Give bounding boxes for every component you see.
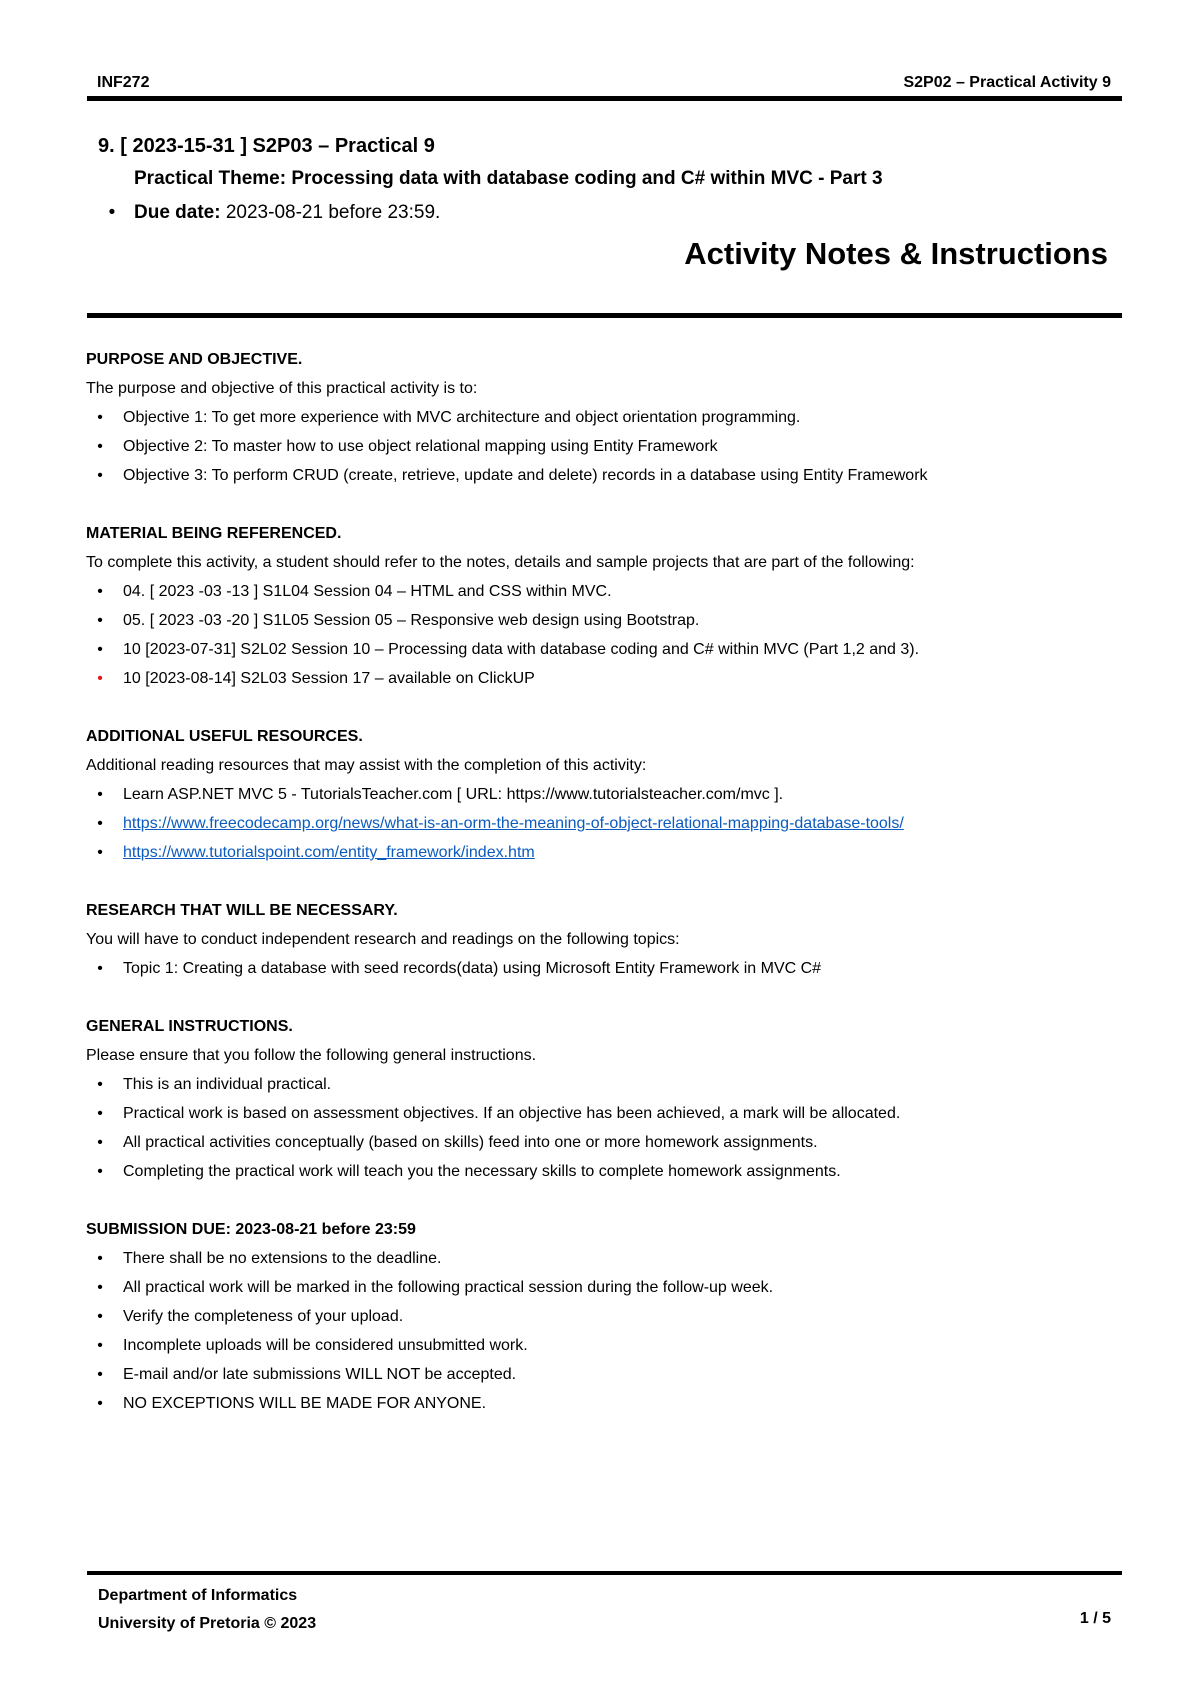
freecodecamp-link[interactable]: https://www.freecodecamp.org/news/what-is-an-orm-the-meaning-of-object-relational-mapping-database-tools/ <box>123 815 904 832</box>
bullet-icon: • <box>108 202 116 223</box>
resources-section <box>86 723 1116 867</box>
general-section <box>86 1013 1116 1186</box>
list-item: • Completing the practical work will teach you the necessary skills to complete homework assignments. <box>86 1157 1116 1186</box>
section-title: ADDITIONAL USEFUL RESOURCES. <box>86 728 363 745</box>
bullet-icon: • <box>97 1076 103 1093</box>
section-intro: The purpose and objective of this practical activity is to: <box>86 380 478 397</box>
list-item: • Practical work is based on assessment objectives. If an objective has been achieved, a mark will be allocated. <box>86 1099 1116 1128</box>
page-number: 1 / 5 <box>1079 1610 1111 1627</box>
section-intro: Additional reading resources that may assist with the completion of this activity: <box>86 757 647 774</box>
section-intro: You will have to conduct independent research and readings on the following topics: <box>86 931 680 948</box>
page-footer <box>98 1582 1111 1638</box>
university-copyright: University of Pretoria © 2023 <box>98 1615 317 1632</box>
section-title: MATERIAL BEING REFERENCED. <box>86 525 342 542</box>
bullet-icon: • <box>97 641 103 658</box>
bullet-icon: • <box>97 1366 103 1383</box>
activity-reference: S2P02 – Practical Activity 9 <box>903 74 1111 91</box>
bullet-icon: • <box>97 1395 103 1412</box>
tutorialspoint-link[interactable]: https://www.tutorialspoint.com/entity_framework/index.htm <box>123 844 535 861</box>
list-item: • There shall be no extensions to the deadline. <box>86 1244 1116 1273</box>
list-item: • Learn ASP.NET MVC 5 - TutorialsTeacher.com [ URL: https://www.tutorialsteacher.com/mvc ]. <box>86 780 1116 809</box>
list-item: • Objective 2: To master how to use object relational mapping using Entity Framework <box>86 432 1116 461</box>
title-block <box>98 130 1118 230</box>
bullet-icon: • <box>97 844 103 861</box>
section-title: GENERAL INSTRUCTIONS. <box>86 1018 293 1035</box>
bullet-icon: • <box>97 1105 103 1122</box>
submission-section <box>86 1216 1116 1418</box>
list-item: • Topic 1: Creating a database with seed records(data) using Microsoft Entity Framework in MVC C# <box>86 954 1116 983</box>
list-item: • 10 [2023-08-14] S2L03 Session 17 – available on ClickUP <box>86 664 1116 693</box>
purpose-section <box>86 346 1116 490</box>
list-item: • 10 [2023-07-31] S2L02 Session 10 – Processing data with database coding and C# within MVC (Part 1,2 and 3). <box>86 635 1116 664</box>
bullet-icon: • <box>97 815 103 832</box>
list-item: • NO EXCEPTIONS WILL BE MADE FOR ANYONE. <box>86 1389 1116 1418</box>
bullet-icon: • <box>97 1308 103 1325</box>
list-item: • 05. [ 2023 -03 -20 ] S1L05 Session 05 – Responsive web design using Bootstrap. <box>86 606 1116 635</box>
bullet-icon: • <box>97 1250 103 1267</box>
bullet-icon: • <box>97 786 103 803</box>
research-section <box>86 897 1116 983</box>
list-item: • This is an individual practical. <box>86 1070 1116 1099</box>
document-body <box>86 346 1116 1448</box>
bullet-icon: • <box>97 438 103 455</box>
list-item: • Objective 3: To perform CRUD (create, retrieve, update and delete) records in a database using Entity Framework <box>86 461 1116 490</box>
section-intro: Please ensure that you follow the following general instructions. <box>86 1047 537 1064</box>
header-rule <box>87 96 1122 101</box>
practical-title: 9. [ 2023-15-31 ] S2P03 – Practical 9 <box>98 135 435 157</box>
section-title: SUBMISSION DUE: 2023-08-21 before 23:59 <box>86 1221 416 1238</box>
bullet-icon: • <box>97 1279 103 1296</box>
footer-rule <box>87 1571 1122 1575</box>
bullet-icon: • <box>97 1163 103 1180</box>
page-header <box>97 74 1111 98</box>
bullet-icon: • <box>97 409 103 426</box>
due-date-label: Due date: <box>134 202 221 223</box>
bullet-icon: • <box>97 467 103 484</box>
list-item: • Verify the completeness of your upload. <box>86 1302 1116 1331</box>
bullet-icon: • <box>97 1134 103 1151</box>
list-item: • Objective 1: To get more experience with MVC architecture and object orientation programming. <box>86 403 1116 432</box>
list-item: • Incomplete uploads will be considered unsubmitted work. <box>86 1331 1116 1360</box>
due-date-value: 2023-08-21 before 23:59. <box>220 202 441 223</box>
list-item: • All practical activities conceptually (based on skills) feed into one or more homework assignments. <box>86 1128 1116 1157</box>
section-title: RESEARCH THAT WILL BE NECESSARY. <box>86 902 398 919</box>
list-item <box>86 809 1116 838</box>
practical-theme: Practical Theme: Processing data with database coding and C# within MVC - Part 3 <box>134 168 883 189</box>
bullet-icon: • <box>97 1337 103 1354</box>
list-item <box>86 838 1116 867</box>
section-rule <box>87 313 1122 318</box>
due-date <box>98 196 1118 230</box>
bullet-icon: • <box>97 612 103 629</box>
section-intro: To complete this activity, a student should refer to the notes, details and sample projects that are part of the following: <box>86 554 915 571</box>
red-bullet-icon: • <box>97 670 103 687</box>
list-item: • 04. [ 2023 -03 -13 ] S1L04 Session 04 – HTML and CSS within MVC. <box>86 577 1116 606</box>
course-code: INF272 <box>97 74 150 91</box>
department-name: Department of Informatics <box>98 1587 298 1604</box>
page-heading: Activity Notes & Instructions <box>684 236 1108 271</box>
material-section <box>86 520 1116 693</box>
list-item: • All practical work will be marked in the following practical session during the follow-up week. <box>86 1273 1116 1302</box>
list-item: • E-mail and/or late submissions WILL NOT be accepted. <box>86 1360 1116 1389</box>
bullet-icon: • <box>97 583 103 600</box>
section-title: PURPOSE AND OBJECTIVE. <box>86 351 303 368</box>
bullet-icon: • <box>97 960 103 977</box>
